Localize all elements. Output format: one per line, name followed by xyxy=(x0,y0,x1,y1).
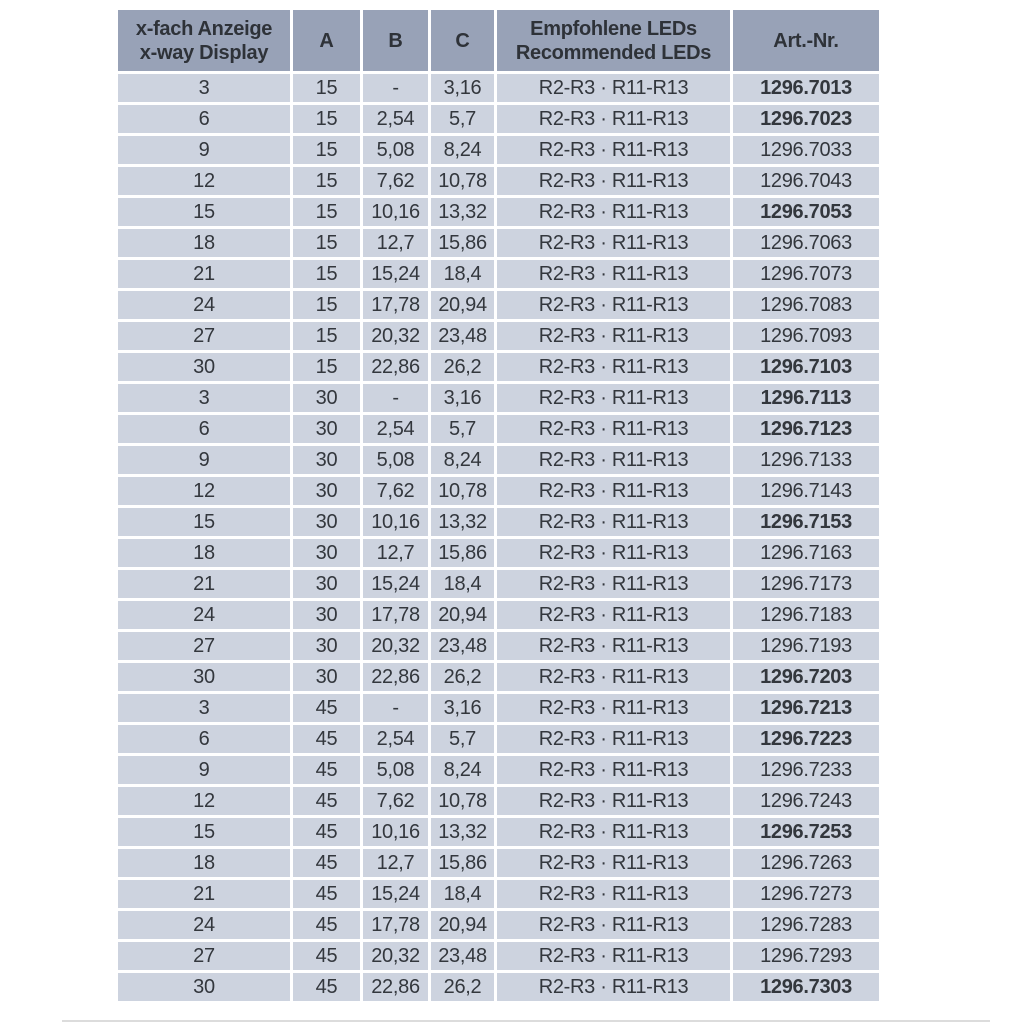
cell-a: 45 xyxy=(293,973,360,1001)
cell-a: 15 xyxy=(293,322,360,350)
cell-display-count: 12 xyxy=(118,167,290,195)
cell-c: 10,78 xyxy=(431,167,494,195)
cell-recommended-leds: R2-R3 · R11-R13 xyxy=(497,942,730,970)
cell-art-nr: 1296.7043 xyxy=(733,167,879,195)
cell-recommended-leds: R2-R3 · R11-R13 xyxy=(497,570,730,598)
cell-art-nr: 1296.7243 xyxy=(733,787,879,815)
cell-recommended-leds: R2-R3 · R11-R13 xyxy=(497,198,730,226)
cell-recommended-leds: R2-R3 · R11-R13 xyxy=(497,229,730,257)
cell-a: 30 xyxy=(293,415,360,443)
table-row xyxy=(118,291,879,319)
table-row xyxy=(118,694,879,722)
cell-display-count: 9 xyxy=(118,756,290,784)
cell-recommended-leds: R2-R3 · R11-R13 xyxy=(497,353,730,381)
col-header-c xyxy=(431,10,494,71)
table-row xyxy=(118,725,879,753)
table-row xyxy=(118,973,879,1001)
cell-a: 30 xyxy=(293,477,360,505)
cell-art-nr: 1296.7203 xyxy=(733,663,879,691)
table-row xyxy=(118,446,879,474)
cell-art-nr: 1296.7093 xyxy=(733,322,879,350)
table-row xyxy=(118,322,879,350)
cell-display-count: 24 xyxy=(118,911,290,939)
cell-b: 2,54 xyxy=(363,725,428,753)
cell-b: 10,16 xyxy=(363,818,428,846)
table-row xyxy=(118,74,879,102)
cell-display-count: 21 xyxy=(118,570,290,598)
cell-display-count: 30 xyxy=(118,353,290,381)
table-row xyxy=(118,167,879,195)
cell-c: 18,4 xyxy=(431,260,494,288)
header-row xyxy=(118,10,879,71)
col-header-leds-de: Empfohlene LEDs xyxy=(530,17,697,40)
cell-c: 3,16 xyxy=(431,384,494,412)
cell-c: 26,2 xyxy=(431,663,494,691)
cell-recommended-leds: R2-R3 · R11-R13 xyxy=(497,105,730,133)
cell-display-count: 15 xyxy=(118,198,290,226)
cell-recommended-leds: R2-R3 · R11-R13 xyxy=(497,973,730,1001)
cell-b: - xyxy=(363,74,428,102)
cell-recommended-leds: R2-R3 · R11-R13 xyxy=(497,322,730,350)
cell-display-count: 18 xyxy=(118,229,290,257)
table-row xyxy=(118,942,879,970)
cell-a: 15 xyxy=(293,105,360,133)
cell-a: 30 xyxy=(293,632,360,660)
cell-art-nr: 1296.7253 xyxy=(733,818,879,846)
cell-b: 7,62 xyxy=(363,787,428,815)
cell-c: 8,24 xyxy=(431,446,494,474)
cell-art-nr: 1296.7103 xyxy=(733,353,879,381)
cell-recommended-leds: R2-R3 · R11-R13 xyxy=(497,384,730,412)
cell-art-nr: 1296.7133 xyxy=(733,446,879,474)
table-row xyxy=(118,756,879,784)
cell-b: 15,24 xyxy=(363,260,428,288)
cell-a: 45 xyxy=(293,849,360,877)
cell-b: 7,62 xyxy=(363,477,428,505)
cell-b: 22,86 xyxy=(363,353,428,381)
cell-b: - xyxy=(363,694,428,722)
cell-c: 23,48 xyxy=(431,942,494,970)
cell-display-count: 3 xyxy=(118,384,290,412)
cell-display-count: 24 xyxy=(118,291,290,319)
cell-recommended-leds: R2-R3 · R11-R13 xyxy=(497,849,730,877)
cell-art-nr: 1296.7013 xyxy=(733,74,879,102)
col-header-art-nr xyxy=(733,10,879,71)
cell-c: 26,2 xyxy=(431,973,494,1001)
cell-display-count: 12 xyxy=(118,477,290,505)
cell-art-nr: 1296.7163 xyxy=(733,539,879,567)
col-header-display xyxy=(118,10,290,71)
cell-b: 12,7 xyxy=(363,849,428,877)
table-row xyxy=(118,136,879,164)
cell-a: 45 xyxy=(293,694,360,722)
cell-recommended-leds: R2-R3 · R11-R13 xyxy=(497,446,730,474)
cell-c: 18,4 xyxy=(431,570,494,598)
cell-display-count: 6 xyxy=(118,725,290,753)
table-row xyxy=(118,229,879,257)
cell-b: 17,78 xyxy=(363,601,428,629)
cell-recommended-leds: R2-R3 · R11-R13 xyxy=(497,136,730,164)
cell-a: 45 xyxy=(293,787,360,815)
col-header-leds-en: Recommended LEDs xyxy=(515,41,712,64)
table-row xyxy=(118,384,879,412)
table-row xyxy=(118,198,879,226)
cell-display-count: 30 xyxy=(118,663,290,691)
cell-c: 3,16 xyxy=(431,74,494,102)
cell-display-count: 27 xyxy=(118,322,290,350)
cell-c: 20,94 xyxy=(431,291,494,319)
cell-art-nr: 1296.7153 xyxy=(733,508,879,536)
cell-art-nr: 1296.7143 xyxy=(733,477,879,505)
cell-display-count: 6 xyxy=(118,105,290,133)
cell-a: 30 xyxy=(293,508,360,536)
cell-c: 5,7 xyxy=(431,105,494,133)
cell-a: 30 xyxy=(293,601,360,629)
table-row xyxy=(118,911,879,939)
cell-b: 17,78 xyxy=(363,911,428,939)
cell-recommended-leds: R2-R3 · R11-R13 xyxy=(497,694,730,722)
cell-c: 5,7 xyxy=(431,415,494,443)
cell-c: 13,32 xyxy=(431,508,494,536)
cell-b: 12,7 xyxy=(363,229,428,257)
cell-display-count: 21 xyxy=(118,260,290,288)
table-body xyxy=(118,74,879,1001)
col-header-a xyxy=(293,10,360,71)
cell-recommended-leds: R2-R3 · R11-R13 xyxy=(497,291,730,319)
cell-recommended-leds: R2-R3 · R11-R13 xyxy=(497,477,730,505)
cell-art-nr: 1296.7213 xyxy=(733,694,879,722)
cell-art-nr: 1296.7073 xyxy=(733,260,879,288)
cell-recommended-leds: R2-R3 · R11-R13 xyxy=(497,508,730,536)
cell-c: 15,86 xyxy=(431,229,494,257)
cell-recommended-leds: R2-R3 · R11-R13 xyxy=(497,167,730,195)
cell-b: - xyxy=(363,384,428,412)
cell-a: 30 xyxy=(293,446,360,474)
cell-art-nr: 1296.7033 xyxy=(733,136,879,164)
cell-c: 13,32 xyxy=(431,198,494,226)
cell-recommended-leds: R2-R3 · R11-R13 xyxy=(497,663,730,691)
cell-c: 8,24 xyxy=(431,136,494,164)
cell-art-nr: 1296.7083 xyxy=(733,291,879,319)
cell-display-count: 18 xyxy=(118,539,290,567)
table-row xyxy=(118,787,879,815)
cell-b: 5,08 xyxy=(363,446,428,474)
table-row xyxy=(118,539,879,567)
cell-c: 3,16 xyxy=(431,694,494,722)
cell-art-nr: 1296.7233 xyxy=(733,756,879,784)
cell-art-nr: 1296.7023 xyxy=(733,105,879,133)
cell-c: 8,24 xyxy=(431,756,494,784)
col-header-art-nr-label: Art.-Nr. xyxy=(773,29,839,52)
col-header-b xyxy=(363,10,428,71)
table-row xyxy=(118,105,879,133)
table-row xyxy=(118,601,879,629)
table-row xyxy=(118,849,879,877)
cell-display-count: 15 xyxy=(118,508,290,536)
cell-display-count: 27 xyxy=(118,632,290,660)
col-header-a-label: A xyxy=(319,29,334,52)
cell-display-count: 3 xyxy=(118,74,290,102)
cell-b: 7,62 xyxy=(363,167,428,195)
table-row xyxy=(118,415,879,443)
cell-b: 20,32 xyxy=(363,322,428,350)
cell-recommended-leds: R2-R3 · R11-R13 xyxy=(497,74,730,102)
cell-recommended-leds: R2-R3 · R11-R13 xyxy=(497,880,730,908)
cell-c: 10,78 xyxy=(431,477,494,505)
cell-a: 45 xyxy=(293,911,360,939)
cell-display-count: 18 xyxy=(118,849,290,877)
cell-art-nr: 1296.7263 xyxy=(733,849,879,877)
col-header-display-en: x-way Display xyxy=(139,41,269,64)
cell-a: 30 xyxy=(293,539,360,567)
page-edge-shadow xyxy=(62,1020,990,1022)
cell-b: 17,78 xyxy=(363,291,428,319)
cell-display-count: 21 xyxy=(118,880,290,908)
cell-b: 10,16 xyxy=(363,508,428,536)
cell-b: 22,86 xyxy=(363,663,428,691)
cell-a: 45 xyxy=(293,756,360,784)
cell-a: 45 xyxy=(293,942,360,970)
table-row xyxy=(118,260,879,288)
cell-a: 15 xyxy=(293,198,360,226)
cell-a: 30 xyxy=(293,570,360,598)
cell-b: 5,08 xyxy=(363,136,428,164)
cell-recommended-leds: R2-R3 · R11-R13 xyxy=(497,818,730,846)
cell-recommended-leds: R2-R3 · R11-R13 xyxy=(497,725,730,753)
cell-a: 15 xyxy=(293,291,360,319)
cell-recommended-leds: R2-R3 · R11-R13 xyxy=(497,911,730,939)
cell-display-count: 9 xyxy=(118,136,290,164)
cell-a: 15 xyxy=(293,74,360,102)
cell-art-nr: 1296.7303 xyxy=(733,973,879,1001)
cell-display-count: 24 xyxy=(118,601,290,629)
cell-display-count: 6 xyxy=(118,415,290,443)
cell-a: 30 xyxy=(293,663,360,691)
col-header-leds xyxy=(497,10,730,71)
table-row xyxy=(118,663,879,691)
cell-art-nr: 1296.7193 xyxy=(733,632,879,660)
table-row xyxy=(118,632,879,660)
cell-c: 18,4 xyxy=(431,880,494,908)
cell-display-count: 3 xyxy=(118,694,290,722)
cell-b: 15,24 xyxy=(363,880,428,908)
cell-art-nr: 1296.7053 xyxy=(733,198,879,226)
cell-art-nr: 1296.7293 xyxy=(733,942,879,970)
cell-art-nr: 1296.7113 xyxy=(733,384,879,412)
col-header-display-de: x-fach Anzeige xyxy=(135,17,273,40)
cell-art-nr: 1296.7283 xyxy=(733,911,879,939)
col-header-b-label: B xyxy=(388,29,403,52)
cell-a: 15 xyxy=(293,353,360,381)
cell-c: 20,94 xyxy=(431,601,494,629)
cell-b: 22,86 xyxy=(363,973,428,1001)
cell-b: 2,54 xyxy=(363,415,428,443)
led-display-spec-table xyxy=(115,7,882,1004)
cell-recommended-leds: R2-R3 · R11-R13 xyxy=(497,539,730,567)
cell-recommended-leds: R2-R3 · R11-R13 xyxy=(497,632,730,660)
cell-c: 26,2 xyxy=(431,353,494,381)
cell-c: 13,32 xyxy=(431,818,494,846)
cell-art-nr: 1296.7063 xyxy=(733,229,879,257)
table-row xyxy=(118,570,879,598)
cell-art-nr: 1296.7123 xyxy=(733,415,879,443)
table-row xyxy=(118,477,879,505)
table-row xyxy=(118,818,879,846)
cell-b: 20,32 xyxy=(363,942,428,970)
cell-display-count: 12 xyxy=(118,787,290,815)
cell-art-nr: 1296.7273 xyxy=(733,880,879,908)
cell-recommended-leds: R2-R3 · R11-R13 xyxy=(497,415,730,443)
cell-art-nr: 1296.7173 xyxy=(733,570,879,598)
cell-b: 5,08 xyxy=(363,756,428,784)
cell-a: 45 xyxy=(293,818,360,846)
cell-art-nr: 1296.7223 xyxy=(733,725,879,753)
cell-b: 15,24 xyxy=(363,570,428,598)
cell-recommended-leds: R2-R3 · R11-R13 xyxy=(497,260,730,288)
cell-c: 15,86 xyxy=(431,539,494,567)
cell-a: 15 xyxy=(293,260,360,288)
cell-a: 30 xyxy=(293,384,360,412)
cell-recommended-leds: R2-R3 · R11-R13 xyxy=(497,601,730,629)
cell-display-count: 15 xyxy=(118,818,290,846)
cell-display-count: 9 xyxy=(118,446,290,474)
table-row xyxy=(118,508,879,536)
cell-a: 45 xyxy=(293,725,360,753)
cell-art-nr: 1296.7183 xyxy=(733,601,879,629)
cell-a: 15 xyxy=(293,136,360,164)
cell-c: 5,7 xyxy=(431,725,494,753)
cell-b: 20,32 xyxy=(363,632,428,660)
cell-display-count: 30 xyxy=(118,973,290,1001)
cell-a: 15 xyxy=(293,229,360,257)
cell-display-count: 27 xyxy=(118,942,290,970)
cell-c: 10,78 xyxy=(431,787,494,815)
table-row xyxy=(118,880,879,908)
table-header xyxy=(118,10,879,71)
cell-b: 2,54 xyxy=(363,105,428,133)
col-header-c-label: C xyxy=(455,29,470,52)
cell-c: 23,48 xyxy=(431,632,494,660)
cell-recommended-leds: R2-R3 · R11-R13 xyxy=(497,756,730,784)
cell-c: 15,86 xyxy=(431,849,494,877)
cell-recommended-leds: R2-R3 · R11-R13 xyxy=(497,787,730,815)
cell-a: 45 xyxy=(293,880,360,908)
cell-b: 10,16 xyxy=(363,198,428,226)
cell-c: 20,94 xyxy=(431,911,494,939)
table-row xyxy=(118,353,879,381)
cell-c: 23,48 xyxy=(431,322,494,350)
cell-b: 12,7 xyxy=(363,539,428,567)
cell-a: 15 xyxy=(293,167,360,195)
